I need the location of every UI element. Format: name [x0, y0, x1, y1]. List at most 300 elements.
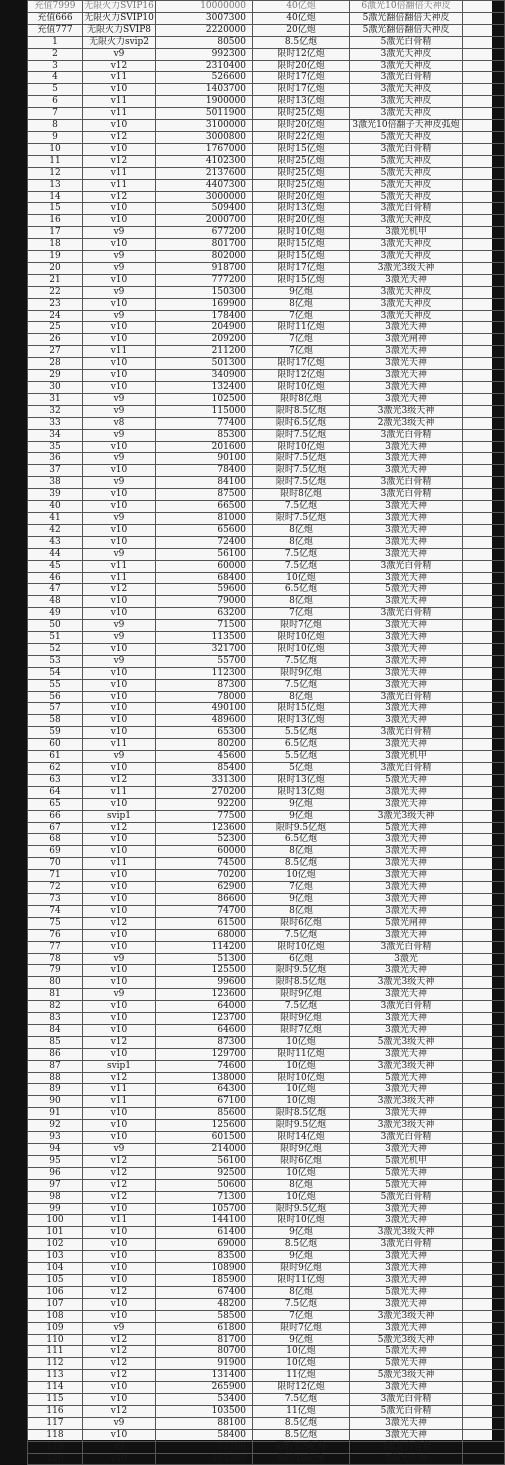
- cannon-cell: 限时13亿炮: [253, 786, 350, 798]
- row-id-cell: 45: [28, 560, 83, 572]
- laser-skin-cell: 3激光白骨精: [350, 691, 463, 703]
- price-cell: 64300: [156, 1084, 253, 1096]
- empty-cell: [463, 358, 505, 370]
- price-cell: 105700: [156, 1203, 253, 1215]
- vip-level-cell: v10: [83, 1274, 156, 1286]
- cannon-cell: 限时22亿炮: [253, 131, 350, 143]
- row-id-cell: 51: [28, 632, 83, 644]
- table-row: [28, 453, 505, 465]
- row-id-cell: 72: [28, 882, 83, 894]
- table-row: [28, 1132, 505, 1144]
- row-id-cell: 116: [28, 1405, 83, 1417]
- vip-level-cell: v10: [83, 1108, 156, 1120]
- table-row: [28, 917, 505, 929]
- vip-level-cell: 无限火力SVIP10: [84, 12, 154, 23]
- cannon-cell: 9亿炮: [253, 1251, 350, 1263]
- laser-skin-cell: 3激光天神: [350, 322, 463, 334]
- table-row: [28, 143, 505, 155]
- table-row: [28, 893, 505, 905]
- price-cell: 918700: [156, 262, 253, 274]
- cannon-cell: 限时10亿炮: [253, 632, 350, 644]
- vip-level-cell: v12: [83, 1370, 156, 1382]
- row-id-cell: 15: [28, 203, 83, 215]
- laser-skin-cell: 3激光天神: [350, 596, 463, 608]
- table-row: [28, 1263, 505, 1275]
- vip-level-cell: v10: [83, 1382, 156, 1394]
- row-id-cell: 113: [28, 1370, 83, 1382]
- row-id-cell: 71: [28, 870, 83, 882]
- laser-skin-cell: 5激光3级天神: [350, 1370, 463, 1382]
- cannon-cell: 限时10亿炮: [253, 1215, 350, 1227]
- table-row: [28, 620, 505, 632]
- vip-level-cell: v10: [83, 322, 156, 334]
- empty-cell: [463, 346, 505, 358]
- table-body: [28, 1, 505, 1465]
- vip-level-cell: v10: [83, 1263, 156, 1275]
- empty-cell: [463, 382, 505, 394]
- laser-skin-cell: 3激光天神: [350, 465, 463, 477]
- price-cell: 1403700: [156, 84, 253, 96]
- vip-level-cell: v12: [83, 1036, 156, 1048]
- laser-skin-cell: 3激光白骨精: [350, 727, 463, 739]
- empty-cell: [463, 262, 505, 274]
- row-id-cell: 57: [28, 703, 83, 715]
- empty-cell: [463, 1060, 505, 1072]
- table-row: [28, 1251, 505, 1263]
- cannon-cell: 10亿炮: [253, 1167, 350, 1179]
- row-id-cell: 30: [28, 382, 83, 394]
- empty-cell: [463, 1441, 505, 1453]
- cannon-cell: 7亿炮: [253, 346, 350, 358]
- price-cell: 61400: [156, 1227, 253, 1239]
- price-cell: 138000: [156, 1072, 253, 1084]
- laser-skin-cell: 3激光天神: [350, 786, 463, 798]
- row-id-cell: 95: [28, 1155, 83, 1167]
- row-id-cell: 17: [28, 227, 83, 239]
- empty-cell: [463, 655, 505, 667]
- empty-cell: [463, 691, 505, 703]
- row-id-cell: 充值777: [28, 24, 83, 36]
- laser-skin-cell: 3激光天神皮: [350, 84, 463, 96]
- table-row: [28, 703, 505, 715]
- cannon-cell: 限时10亿炮: [253, 441, 350, 453]
- table-row: [28, 1405, 505, 1417]
- price-cell: 123600: [156, 989, 253, 1001]
- row-id-cell: 21: [28, 274, 83, 286]
- empty-cell: [463, 239, 505, 251]
- row-id-cell: 98: [28, 1191, 83, 1203]
- table-row: [28, 1024, 505, 1036]
- price-cell: 67100: [156, 1096, 253, 1108]
- price-cell: 58400: [156, 1429, 253, 1441]
- table-row: [28, 1453, 505, 1465]
- price-cell: 52300: [156, 834, 253, 846]
- empty-cell: [463, 774, 505, 786]
- empty-cell: [463, 1263, 505, 1275]
- price-cell: 69000: [156, 1239, 253, 1251]
- empty-cell: [463, 1322, 505, 1334]
- cannon-cell: 8亿炮: [253, 846, 350, 858]
- empty-cell: [463, 274, 505, 286]
- price-cell: 74700: [156, 905, 253, 917]
- laser-skin-cell: 5激光3级天神: [350, 1036, 463, 1048]
- table-row: [28, 1036, 505, 1048]
- laser-skin-cell: 5激光天神: [350, 1179, 463, 1191]
- table-row: [28, 179, 505, 191]
- empty-cell: [463, 703, 505, 715]
- vip-level-cell: v10: [83, 870, 156, 882]
- price-cell: 91900: [156, 1358, 253, 1370]
- price-cell: 53400: [156, 1394, 253, 1406]
- empty-cell: [463, 191, 505, 203]
- laser-skin-cell: 3激光天神: [350, 715, 463, 727]
- vip-level-cell: v10: [83, 1239, 156, 1251]
- vip-level-cell: v10: [83, 203, 156, 215]
- cannon-cell: 8.5亿炮: [253, 1239, 350, 1251]
- vip-level-cell: v12: [83, 1334, 156, 1346]
- laser-skin-cell: 3激光天神: [350, 1144, 463, 1156]
- vip-level-cell: v12: [83, 822, 156, 834]
- table-row: [28, 1144, 505, 1156]
- vip-level-cell: 无限火力SVIP8: [83, 24, 156, 36]
- vip-level-cell: v12: [83, 1358, 156, 1370]
- price-cell: 1900000: [156, 96, 253, 108]
- cannon-cell: 限时11亿炮: [253, 1274, 350, 1286]
- vip-level-cell: v12: [83, 155, 156, 167]
- price-cell: 214000: [156, 1144, 253, 1156]
- row-id-cell: 106: [28, 1286, 83, 1298]
- price-cell: 108900: [156, 1263, 253, 1275]
- price-cell: 4407300: [156, 179, 253, 191]
- laser-skin-cell: 3激光白骨精: [350, 608, 463, 620]
- laser-skin-cell: 3激光白骨精: [350, 763, 463, 775]
- price-cell: 56100: [156, 548, 253, 560]
- laser-skin-cell: 3激光天神: [350, 548, 463, 560]
- laser-skin-cell: 3激光天神: [350, 1322, 463, 1334]
- vip-level-cell: v9: [83, 989, 156, 1001]
- price-cell: 490100: [156, 703, 253, 715]
- cannon-cell: 7.5亿炮: [253, 548, 350, 560]
- price-cell: 48200: [156, 1298, 253, 1310]
- laser-skin-cell: 5激光天神皮: [350, 167, 463, 179]
- vip-level-cell: svip1: [83, 810, 156, 822]
- laser-skin-cell: 5激光天神: [350, 1167, 463, 1179]
- empty-cell: [463, 929, 505, 941]
- price-cell: 87500: [156, 489, 253, 501]
- table-row: [28, 310, 505, 322]
- empty-cell: [463, 810, 505, 822]
- empty-cell: [463, 155, 505, 167]
- row-id-cell: 88: [28, 1072, 83, 1084]
- laser-skin-cell: 3激光天神: [350, 346, 463, 358]
- row-id-cell: 2: [28, 48, 83, 60]
- row-id-cell: 38: [28, 477, 83, 489]
- table-row: [28, 1346, 505, 1358]
- price-cell: 77400: [156, 417, 253, 429]
- table-row: [28, 691, 505, 703]
- vip-level-cell: v10: [83, 334, 156, 346]
- empty-cell: [463, 465, 505, 477]
- price-cell: 87300: [156, 679, 253, 691]
- cannon-cell: 7亿炮: [253, 334, 350, 346]
- empty-cell: [463, 1417, 505, 1429]
- price-cell: 114200: [156, 941, 253, 953]
- laser-skin-cell: 5激光天神皮: [350, 191, 463, 203]
- vip-level-cell: v12: [83, 1167, 156, 1179]
- row-id-cell: 11: [28, 155, 83, 167]
- cannon-cell: 40亿炮: [253, 1, 350, 13]
- empty-cell: [463, 393, 505, 405]
- vip-level-cell: v9: [83, 453, 156, 465]
- cannon-cell: 限时8.5亿炮: [253, 405, 350, 417]
- row-id-cell: 59: [28, 727, 83, 739]
- cannon-cell: 限时13亿炮: [253, 774, 350, 786]
- price-cell: 58500: [156, 1310, 253, 1322]
- laser-skin-cell: 3激光天神: [350, 358, 463, 370]
- cannon-cell: 8.5亿炮: [253, 858, 350, 870]
- price-cell: 71500: [156, 620, 253, 632]
- price-cell: 677200: [156, 227, 253, 239]
- vip-level-cell: v9: [83, 286, 156, 298]
- table-row: [28, 322, 505, 334]
- empty-cell: [463, 715, 505, 727]
- table-row: [28, 346, 505, 358]
- cannon-cell: 限时17亿炮: [253, 262, 350, 274]
- row-id-cell: 46: [28, 572, 83, 584]
- empty-cell: [463, 632, 505, 644]
- empty-cell: [463, 1334, 505, 1346]
- vip-level-cell: v10: [83, 1203, 156, 1215]
- empty-cell: [463, 1274, 505, 1286]
- row-id-cell: 58: [28, 715, 83, 727]
- cannon-cell: 限时7.5亿炮: [253, 512, 350, 524]
- empty-cell: [463, 1072, 505, 1084]
- empty-cell: [463, 572, 505, 584]
- laser-skin-cell: 5激光天神: [350, 1072, 463, 1084]
- price-cell: 10000000: [156, 1, 253, 13]
- price-cell: 64600: [156, 1024, 253, 1036]
- vip-level-cell: v11: [83, 739, 156, 751]
- vip-level-cell: v10: [83, 846, 156, 858]
- table-row: [28, 548, 505, 560]
- empty-cell: [463, 72, 505, 84]
- table-row: [28, 536, 505, 548]
- table-row: [28, 1394, 505, 1406]
- vip-level-cell: v10: [83, 1429, 156, 1441]
- row-id-cell: 54: [28, 667, 83, 679]
- vip-level-cell: v10: [83, 84, 156, 96]
- cannon-cell: 限时10亿炮: [253, 227, 350, 239]
- row-id-cell: 93: [28, 1132, 83, 1144]
- table-row: [28, 822, 505, 834]
- cannon-cell: 限时8亿炮: [253, 489, 350, 501]
- vip-level-cell: v9: [83, 1144, 156, 1156]
- table-row: [28, 1120, 505, 1132]
- row-id-cell: 29: [28, 370, 83, 382]
- vip-level-cell: v10: [83, 763, 156, 775]
- laser-skin-cell: 3激光白骨精: [350, 1001, 463, 1013]
- price-cell: 78000: [156, 691, 253, 703]
- vip-level-cell: v11: [83, 1096, 156, 1108]
- vip-level-cell: v10: [83, 465, 156, 477]
- price-cell: 78400: [156, 465, 253, 477]
- price-cell: 129700: [156, 1048, 253, 1060]
- vip-level-cell: 无限火力SVIP16: [84, 1, 154, 11]
- vip-level-cell: v9: [83, 655, 156, 667]
- laser-skin-cell: 3激光白骨精: [350, 143, 463, 155]
- laser-skin-cell: 3激光天神: [350, 274, 463, 286]
- cannon-cell: 限时8.5亿炮: [253, 1108, 350, 1120]
- laser-skin-cell: 3激光3级天神: [350, 1227, 463, 1239]
- empty-cell: [463, 429, 505, 441]
- price-cell: 103500: [156, 1405, 253, 1417]
- vip-level-cell: v10: [83, 274, 156, 286]
- empty-cell: [463, 905, 505, 917]
- row-id-cell: 120: [28, 1453, 83, 1465]
- price-cell: 71300: [156, 1191, 253, 1203]
- laser-skin-cell: 5激光闸神: [350, 917, 463, 929]
- price-cell: 526600: [156, 72, 253, 84]
- price-cell: 72400: [156, 536, 253, 548]
- cannon-cell: 限时7.5亿炮: [253, 1441, 350, 1453]
- empty-cell: [463, 167, 505, 179]
- laser-skin-cell: 3激光白骨精: [350, 72, 463, 84]
- cannon-cell: 限时20亿炮: [253, 60, 350, 72]
- table-row: [28, 358, 505, 370]
- laser-skin-cell: 3激光3级天神: [350, 1120, 463, 1132]
- laser-skin-cell: 3激光3级天神: [350, 1096, 463, 1108]
- row-id-cell: 68: [28, 834, 83, 846]
- table-row: [28, 965, 505, 977]
- vip-level-cell: v10: [83, 727, 156, 739]
- laser-skin-cell: 3激光10倍翻子天神皮弧炮: [350, 120, 463, 132]
- vip-level-cell: v10: [83, 1001, 156, 1013]
- price-cell: 2000700: [156, 215, 253, 227]
- table-row: [28, 989, 505, 1001]
- laser-skin-cell: 5激光天神皮: [350, 131, 463, 143]
- cannon-cell: 7.5亿炮: [253, 1394, 350, 1406]
- laser-skin-cell: 3激光天神皮: [350, 310, 463, 322]
- empty-cell: [463, 1084, 505, 1096]
- table-row: [28, 1048, 505, 1060]
- empty-cell: [463, 417, 505, 429]
- empty-cell: [463, 203, 505, 215]
- empty-cell: [463, 24, 505, 36]
- empty-cell: [463, 215, 505, 227]
- row-id-cell: 80: [28, 977, 83, 989]
- laser-skin-cell: 3激光天神: [350, 370, 463, 382]
- vip-level-cell: v10: [83, 1024, 156, 1036]
- row-id-cell: 44: [28, 548, 83, 560]
- table-row: [28, 227, 505, 239]
- laser-skin-cell: 3激光天神: [350, 512, 463, 524]
- laser-skin-cell: 5激光翻倍翻倍天神皮: [350, 12, 463, 24]
- vip-level-cell: v12: [83, 917, 156, 929]
- vip-level-cell: v9: [83, 1441, 156, 1453]
- laser-skin-cell: 3激光天神: [350, 798, 463, 810]
- row-id-cell: 36: [28, 453, 83, 465]
- table-row: [28, 120, 505, 132]
- table-row: [28, 429, 505, 441]
- price-cell: 86600: [156, 893, 253, 905]
- empty-cell: [463, 489, 505, 501]
- row-id-cell: 110: [28, 1334, 83, 1346]
- empty-cell: [463, 941, 505, 953]
- laser-skin-cell: 3激光天神: [350, 1382, 463, 1394]
- empty-cell: [463, 477, 505, 489]
- empty-cell: [463, 1, 505, 13]
- table-row: [28, 96, 505, 108]
- cannon-cell: 9亿炮: [253, 1227, 350, 1239]
- price-cell: 60000: [156, 560, 253, 572]
- row-id-cell: 104: [28, 1263, 83, 1275]
- table-row: [28, 739, 505, 751]
- price-cell: 60000: [156, 846, 253, 858]
- laser-skin-cell: 3激光天神皮: [350, 60, 463, 72]
- price-cell: 601500: [156, 1132, 253, 1144]
- cannon-cell: 限时11亿炮: [253, 1048, 350, 1060]
- vip-level-cell: 无限火力svip2: [83, 36, 156, 48]
- row-id-cell: 117: [28, 1417, 83, 1429]
- laser-skin-cell: 3激光天神: [350, 703, 463, 715]
- table-row: [28, 524, 505, 536]
- vip-level-cell: v9: [83, 251, 156, 263]
- row-id-cell: 119: [28, 1441, 83, 1453]
- price-cell: 489600: [156, 715, 253, 727]
- laser-skin-cell: 3激光天神: [350, 536, 463, 548]
- cannon-cell: 限时13亿炮: [253, 96, 350, 108]
- empty-cell: [463, 989, 505, 1001]
- price-cell: 67400: [156, 1286, 253, 1298]
- row-id-cell: 99: [28, 1203, 83, 1215]
- price-cell: 80500: [156, 36, 253, 48]
- cannon-cell: 7亿炮: [253, 310, 350, 322]
- table-row: [28, 1334, 505, 1346]
- table-row: [28, 798, 505, 810]
- row-id-cell: 89: [28, 1084, 83, 1096]
- row-id-cell: 87: [28, 1060, 83, 1072]
- cannon-cell: 40亿炮: [253, 12, 350, 24]
- row-id-cell: 114: [28, 1382, 83, 1394]
- row-id-cell: 55: [28, 679, 83, 691]
- price-cell: 85600: [156, 1108, 253, 1120]
- table-row: [28, 36, 505, 48]
- table-row: [28, 560, 505, 572]
- price-cell: 74600: [156, 1060, 253, 1072]
- cannon-cell: 限时7亿炮: [253, 1024, 350, 1036]
- price-cell: 68400: [156, 572, 253, 584]
- row-id-cell: 31: [28, 393, 83, 405]
- row-id-cell: 1: [28, 36, 83, 48]
- cannon-cell: 限时9亿炮: [253, 989, 350, 1001]
- laser-skin-cell: 5激光天神皮: [350, 155, 463, 167]
- row-id-cell: 27: [28, 346, 83, 358]
- cannon-cell: 限时12亿炮: [253, 48, 350, 60]
- price-cell: 80200: [156, 739, 253, 751]
- laser-skin-cell: 3激光天神: [350, 679, 463, 691]
- cannon-cell: 5.5亿炮: [253, 751, 350, 763]
- empty-cell: [463, 1155, 505, 1167]
- laser-skin-cell: 3激光天神: [350, 1417, 463, 1429]
- laser-skin-cell: 3激光天神: [350, 453, 463, 465]
- price-cell: 74500: [156, 858, 253, 870]
- row-id-cell: 33: [28, 417, 83, 429]
- price-cell: 102500: [156, 393, 253, 405]
- cannon-cell: 10亿炮: [253, 572, 350, 584]
- table-row: [28, 489, 505, 501]
- vip-level-cell: v10: [83, 977, 156, 989]
- table-row: [28, 1417, 505, 1429]
